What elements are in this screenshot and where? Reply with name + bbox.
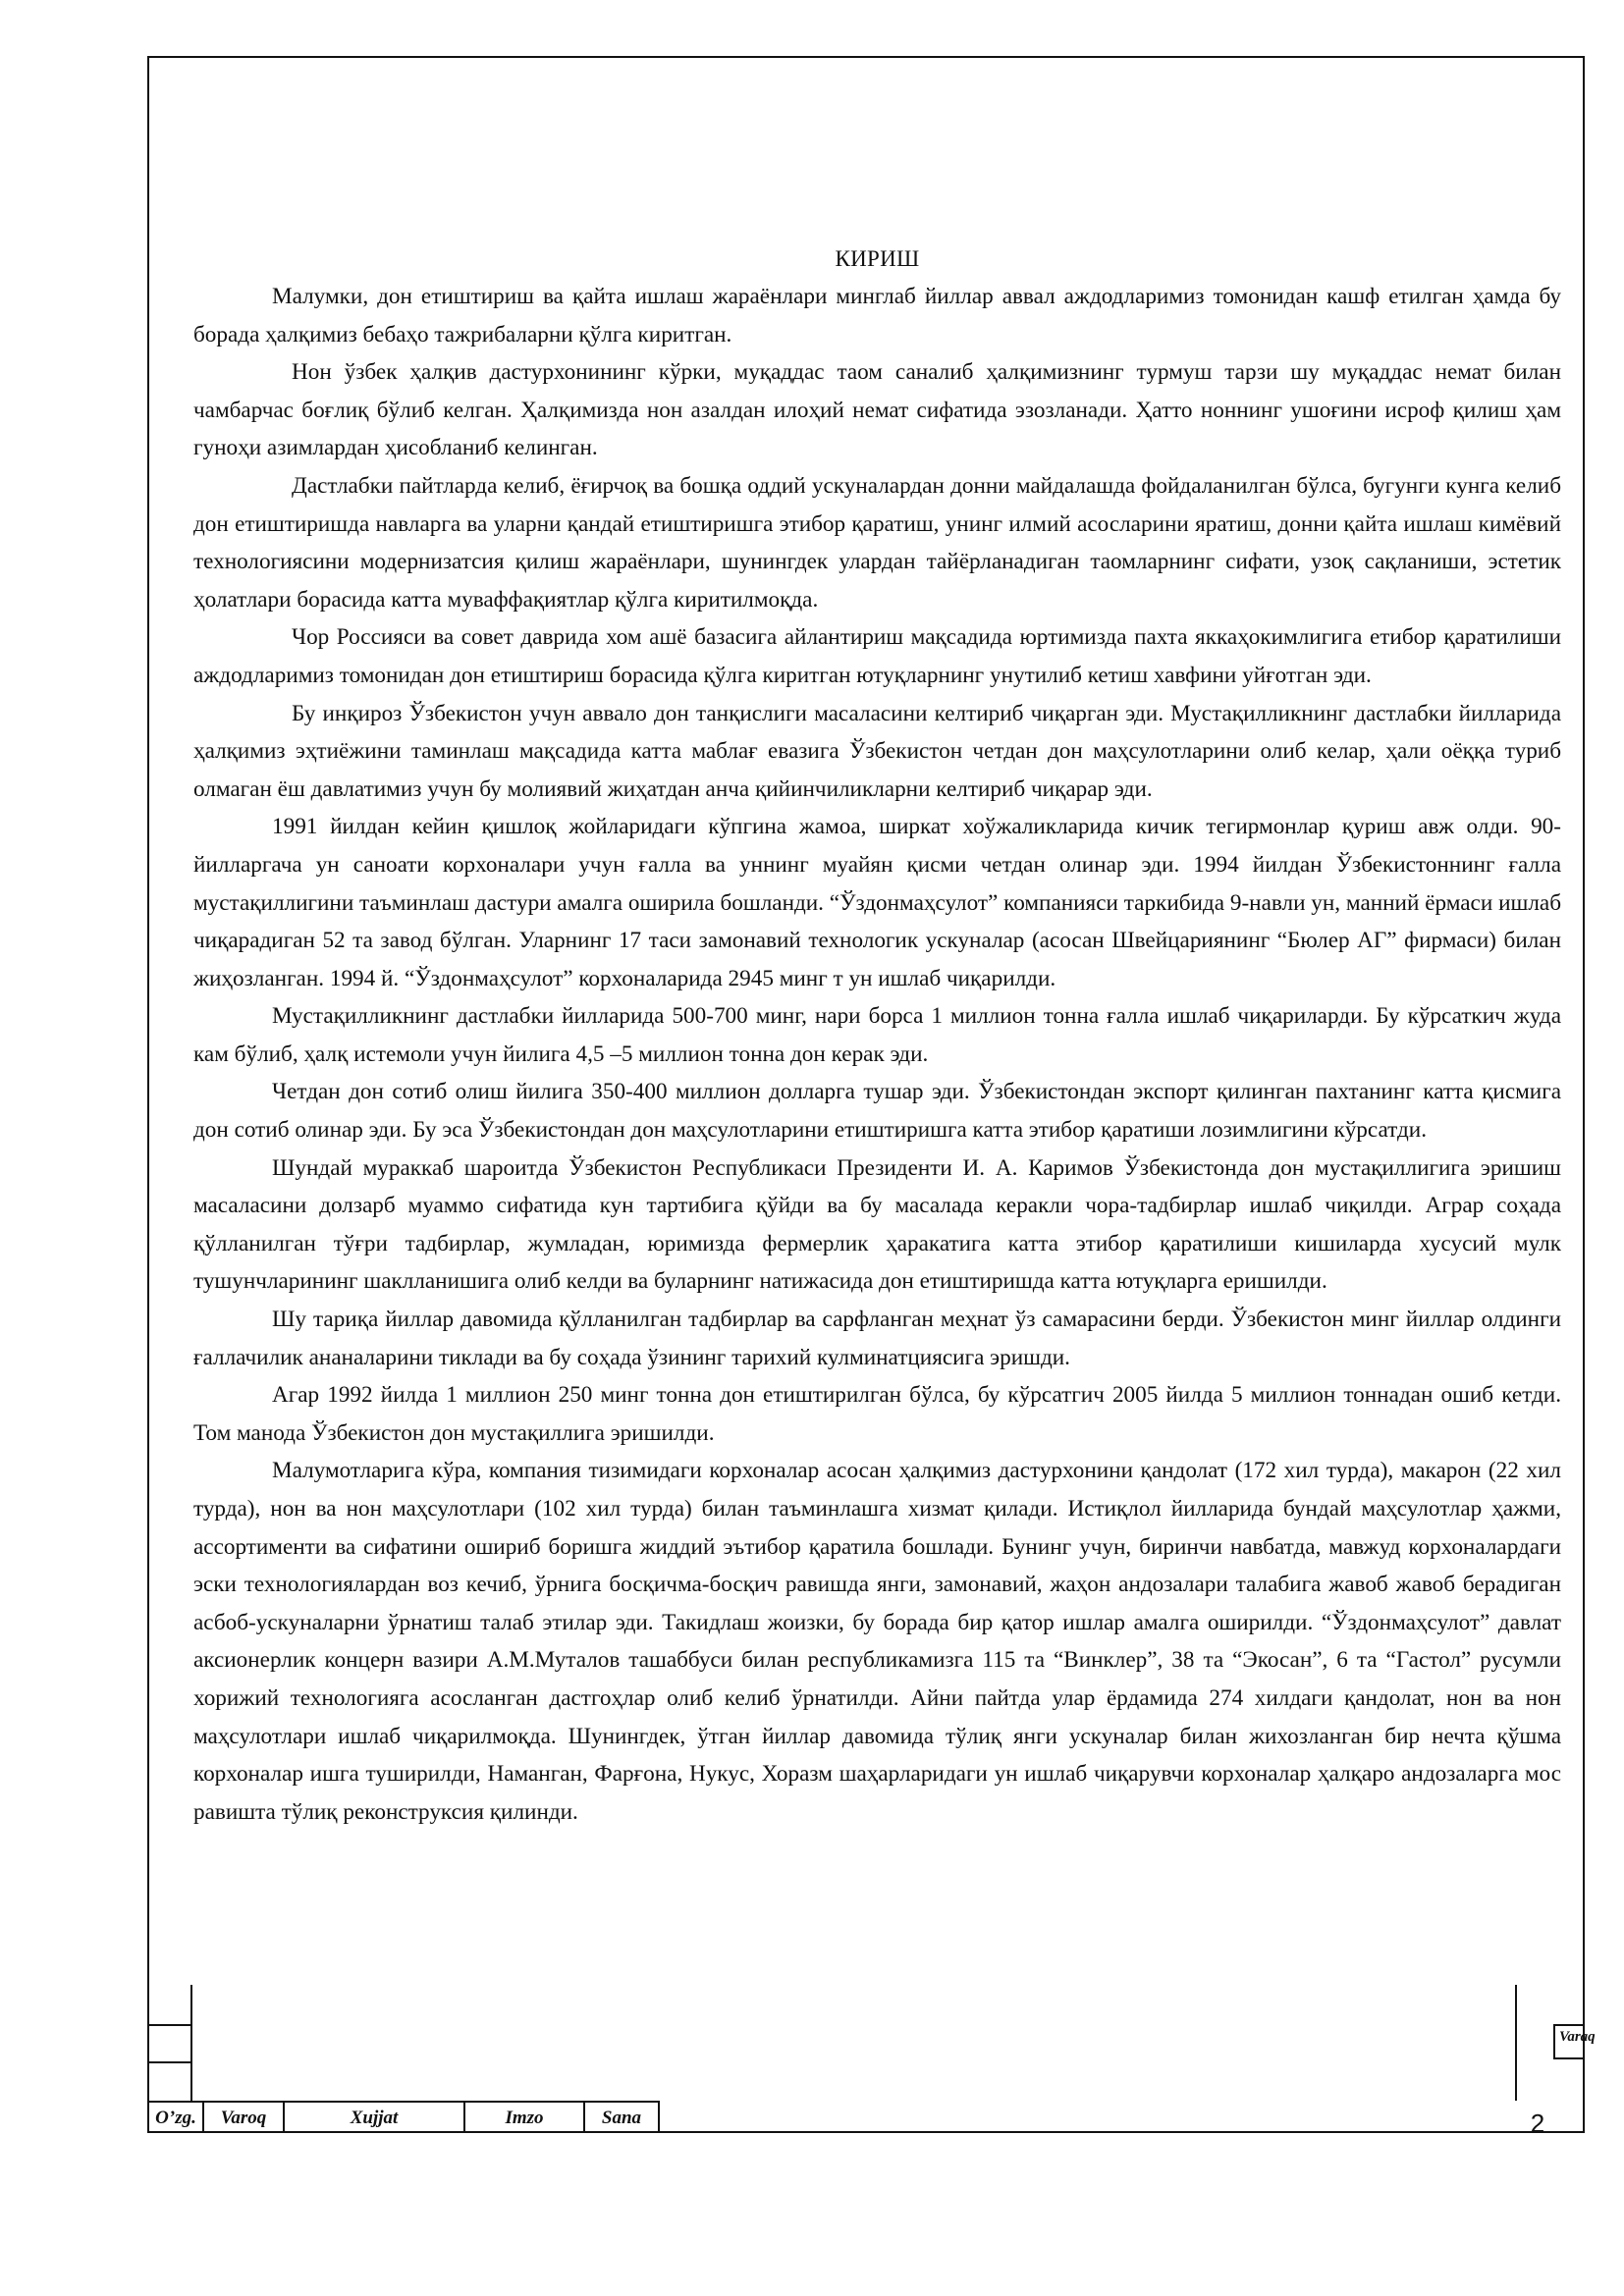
paragraph: Агар 1992 йилда 1 миллион 250 минг тонна дон етиштирилган бўлса, бу кўрсатгич 2005 йилда 5 миллион тоннадан ошиб кетди. Том манода Ўзбекистон дон мустақиллига эришилди. bbox=[193, 1382, 1561, 1446]
paragraph: Шу тариқа йиллар давомида қўлланилган тадбирлар ва сарфланган меҳнат ўз самарасини берди. Ўзбекистон минг йиллар олдинги ғаллачилик ананаларини тиклади ва бу соҳада ўзининг тарихий кулминатциясига эришди. bbox=[193, 1307, 1561, 1370]
document-body bbox=[193, 240, 1561, 1831]
page-number: 2 bbox=[1530, 2109, 1545, 2138]
stamp-doc: Xujjat bbox=[283, 2101, 463, 2133]
paragraph: 1991 йилдан кейин қишлоқ жойларидаги кўпгина жамоа, ширкат хоўжаликларида кичик тегирмонлар қуриш авж олди. 90-йилларгача ун саноати корхоналари учун ғалла ва уннинг муайян қисми четдан олинар эди. 1994 йилдан Ўзбекистоннинг ғалла мустақиллигини таъминлаш дастури амалга оширила бошланди. “Ўздонмаҳсулот” компанияси таркибида 9-навли ун, манний ёрмаси ишлаб чиқарадиган 52 та завод бўлган. Уларнинг 17 таси замонавий технологик ускуналар (асосан Швейцариянинг “Бюлер АГ” фирмаси) билан жиҳозланган. 1994 й. “Ўздонмаҳсулот” корхоналарида 2945 минг т ун ишлаб чиқарилди. bbox=[193, 814, 1561, 991]
stamp-list: Varoq bbox=[202, 2101, 283, 2133]
paragraph: Малумки, дон етиштириш ва қайта ишлаш жараёнлари минглаб йиллар аввал аждодларимиз томонидан кашф етилган ҳамда бу борада ҳалқимиз бебаҳо тажрибаларни қўлга киритган. bbox=[193, 284, 1561, 347]
stamp-divider bbox=[147, 2061, 192, 2063]
paragraph: Нон ўзбек ҳалқив дастурхонининг кўрки, муқаддас таом саналиб ҳалқимизнинг турмуш тарзи шу муқаддас немат билан чамбарчас боғлиқ бўлиб келган. Ҳалқимизда нон азалдан илоҳий немат сифатида эзозланади. Ҳатто ноннинг ушоғини исроф қилиш ҳам гуноҳи азимлардан ҳисобланиб келинган. bbox=[193, 359, 1561, 461]
paragraph: Дастлабки пайтларда келиб, ёғирчоқ ва бошқа оддий ускуналардан донни майдалашда фойдаланилган бўлса, бугунги кунга келиб дон етиштиришда навларга ва уларни қандай етиштиришга этибор қаратиш, унинг илмий асосларини яратиш, донни қайта ишлаш кимёвий технологиясини модернизатсия қилиш жараёнлари, шунингдек улардан тайёрланадиган таомларнинг сифати, узоқ сақланиши, эстетик ҳолатлари борасида катта муваффақиятлар қўлга киритилмоқда. bbox=[193, 472, 1561, 613]
stamp-izm: O’zg. bbox=[147, 2101, 202, 2133]
stamp-date: Sana bbox=[583, 2101, 660, 2133]
paragraph: Чор Россияси ва совет даврида хом ашё базасига айлантириш мақсадида юртимизда пахта яккаҳокимлигига етибор қаратилиши аждодларимиз томонидан дон етиштириш борасида қўлга киритган ютуқларнинг унутилиб кетиш хавфини уйғотган эди. bbox=[193, 624, 1561, 688]
stamp-divider bbox=[1515, 1985, 1517, 2101]
stamp-sign: Imzo bbox=[463, 2101, 583, 2133]
title-block bbox=[147, 2101, 660, 2133]
paragraph: Четдан дон сотиб олиш йилига 350-400 миллион долларга тушар эди. Ўзбекистондан экспорт қилинган пахтанинг катта қисмига дон сотиб олинар эди. Бу эса Ўзбекистондан дон маҳсулотларини етиштиришга катта этибор қаратиши лозимлигини кўрсатди. bbox=[193, 1079, 1561, 1144]
document-title: КИРИШ bbox=[835, 246, 920, 271]
stamp-divider bbox=[147, 2024, 192, 2026]
stamp-divider bbox=[190, 1985, 192, 2101]
paragraph: Бу инқироз Ўзбекистон учун аввало дон танқислиги масаласини келтириб чиқарган эди. Мустақилликнинг дастлабки йилларида ҳалқимиз эҳтиёжини таминлаш мақсадида катта маблағ евазига Ўзбекистон четдан дон маҳсулотларини олиб келар, ҳали оёққа туриб олмаган ёш давлатимиз учун бу молиявий жиҳатдан анча қийинчиликларни келтириб чиқарар эди. bbox=[193, 700, 1561, 802]
stamp-divider bbox=[1553, 2057, 1585, 2059]
stamp-divider bbox=[1553, 2024, 1555, 2059]
stamp-divider bbox=[1553, 2024, 1585, 2026]
paragraph: Мустақилликнинг дастлабки йилларида 500-700 минг, нари борса 1 миллион тонна ғалла ишлаб чиқариларди. Бу кўрсаткич жуда кам бўлиб, ҳалқ истемоли учун йилига 4,5 –5 миллион тонна дон керак эди. bbox=[193, 1003, 1561, 1067]
paragraph: Малумотларига кўра, компания тизимидаги корхоналар асосан ҳалқимиз дастурхонини қандолат (172 хил турда), макарон (22 хил турда), нон ва нон маҳсулотлари (102 хил турда) билан таъминлашга хизмат қилади. Истиқлол йилларида бундай маҳсулотлар ҳажми, ассортименти ва сифатини ошириб боришга жиддий эътибор қаратила бошлади. Бунинг учун, биринчи навбатда, мавжуд корхоналардаги эски технологиялардан воз кечиб, ўрнига босқичма-босқич равишда янги, замонавий, жаҳон андозалари талабига жавоб жавоб берадиган асбоб-ускуналарни ўрнатиш талаб этилар эди. Такидлаш жоизки, бу борада бир қатор ишлар амалга оширилди. “Ўздонмаҳсулот” давлат аксионерлик концерн вазири А.М.Муталов ташаббуси билан республикамизга 115 та “Винклер”, 38 та “Экосан”, 6 та “Гастол” русумли хорижий технологияга асосланган дастгоҳлар олиб келиб ўрнатилди. Айни пайтда улар ёрдамида 274 хилдаги қандолат, нон ва нон маҳсулотлари ишлаб чиқарилмоқда. Шунингдек, ўтган йиллар давомида тўлиқ янги ускуналар билан жихозланган бир нечта қўшма корхоналар ишга туширилди, Наманган, Фарғона, Нукус, Хоразм шаҳарларидаги ун ишлаб чиқарувчи корхоналар ҳалқаро андозаларга мос равишта тўлиқ реконструксия қилинди. bbox=[193, 1458, 1561, 1825]
paragraph: Шундай мураккаб шароитда Ўзбекистон Республикаси Президенти И. А. Каримов Ўзбекистонда дон мустақиллигига эришиш масаласини долзарб муаммо сифатида кун тартибига қўйди ва бу масалада керакли чора-тадбирлар ишлаб чиқилди. Аграр соҳада қўлланилган тўғри тадбирлар, жумладан, юримизда фермерлик ҳаракатига катта этибор қаратилиши кишиларда хусусий мулк тушунчларининг шаклланишига олиб келди ва буларнинг натижасида дон етиштиришда катта ютуқларга еришилди. bbox=[193, 1154, 1561, 1295]
sheet-label: Varaq bbox=[1559, 2029, 1596, 2045]
